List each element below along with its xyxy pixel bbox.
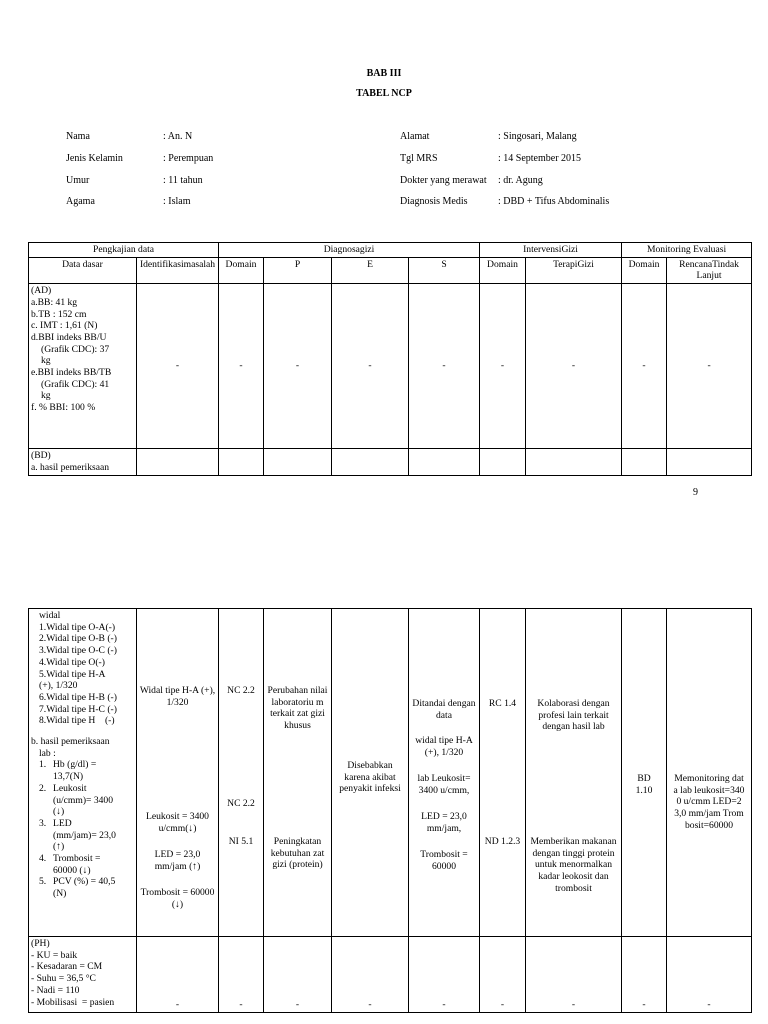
data-line: (Grafik CDC): 41	[41, 378, 110, 390]
dash-cell: -	[332, 937, 409, 1013]
dash-cell: -	[480, 937, 526, 1013]
column-header: TerapiGizi	[526, 257, 622, 283]
column-header: Domain	[622, 257, 667, 283]
empty-cell	[137, 449, 219, 475]
identity-label: Alamat	[400, 131, 430, 142]
bd-data-cell	[29, 609, 137, 937]
ncp-table-page-1	[28, 242, 752, 476]
dash-cell: -	[219, 284, 264, 449]
problem-cell	[264, 609, 332, 937]
therapy-text: Kolaborasi dengan profesi lain terkait dengan hasil lab	[537, 698, 610, 733]
identity-label: Nama	[66, 131, 90, 142]
problem-text: Perubahan nilai laboratoriu m terkait zat gizi khusus	[267, 685, 328, 732]
domain-monitoring-cell	[622, 609, 667, 937]
lab-item-number: 5.	[39, 876, 47, 888]
empty-cell	[667, 449, 752, 475]
group-header: Monitoring Evaluasi	[622, 243, 752, 258]
symptom-line: LED = 23,0 mm/jam,	[421, 811, 467, 834]
dash-cell: -	[137, 284, 219, 449]
data-line: (Grafik CDC): 37	[41, 343, 110, 355]
domain-intervention-cell	[480, 609, 526, 937]
data-line: - KU = baik	[31, 949, 78, 961]
symptom-line: widal tipe H-A (+), 1/320	[415, 735, 473, 758]
problem-text: Peningkatan kebutuhan zat gizi (protein)	[270, 836, 325, 871]
identity-value: : DBD + Tifus Abdominalis	[498, 196, 610, 207]
identity-value: : Islam	[163, 196, 191, 207]
data-line: f. % BBI: 100 %	[31, 402, 96, 414]
dash-cell: -	[332, 284, 409, 449]
identity-value: : Perempuan	[163, 153, 214, 164]
follow-up-text: Memonitoring data lab leukosit=3400 u/cmm LED=23,0 mm/jam Trombosit=60000	[673, 773, 745, 831]
lab-item	[39, 876, 134, 899]
identity-value: : 11 tahun	[163, 175, 203, 186]
ident-led: LED = 23,0 mm/jam (↑)	[154, 849, 201, 872]
data-line: e.BBI indeks BB/TB	[31, 367, 112, 379]
group-header: Diagnosagizi	[219, 243, 480, 258]
bd-data-cell	[29, 449, 137, 475]
data-line: 1.Widal tipe O-A(-)	[39, 621, 116, 633]
dash-cell: -	[667, 284, 752, 449]
data-line: c. IMT : 1,61 (N)	[31, 320, 98, 332]
symptom-line: lab Leukosit= 3400 u/cmm,	[417, 773, 471, 796]
empty-cell	[409, 449, 480, 475]
symptom-line: Trombosit = 60000	[420, 849, 468, 872]
column-header: P	[264, 257, 332, 283]
identity-label: Diagnosis Medis	[400, 196, 468, 207]
column-header: S	[409, 257, 480, 283]
ident-widal: Widal tipe H-A (+), 1/320	[139, 685, 216, 708]
dash-cell: -	[526, 937, 622, 1013]
therapy-text: Memberikan makanan dengan tinggi protein untuk menormalkan kadar leokosit dan trombosit	[530, 836, 617, 894]
page-number: 9	[693, 487, 698, 498]
domain-code: RC 1.4	[488, 698, 517, 709]
lab-item-number: 4.	[39, 853, 47, 865]
ad-data-cell	[29, 284, 137, 449]
identity-label: Umur	[66, 175, 90, 186]
domain-code: NC 2.2	[227, 798, 255, 809]
dash-cell: -	[409, 284, 480, 449]
dash-cell: -	[480, 284, 526, 449]
lab-item-text: Hb (g/dl) = 13,7(N)	[53, 759, 97, 783]
etiology-text: Disebabkan karena akibat penyakit infeksi	[339, 760, 401, 795]
empty-cell	[526, 449, 622, 475]
data-line: - Suhu = 36,5 °C	[31, 973, 96, 985]
data-line: 4.Widal tipe O(-)	[39, 656, 105, 668]
data-line: kg	[41, 390, 51, 402]
data-line: 2.Widal tipe O-B (-)	[39, 633, 117, 645]
dash-cell: -	[622, 284, 667, 449]
lab-item-text: PCV (%) = 40,5 (N)	[53, 876, 116, 900]
data-line: (AD)	[31, 285, 52, 297]
column-header: Identifikasimasalah	[137, 257, 219, 283]
lab-item-text: Leukosit (u/cmm)= 3400 (↓)	[53, 782, 114, 818]
lab-item	[39, 818, 134, 853]
data-line: a. hasil pemeriksaan	[31, 461, 110, 473]
table-row-ad	[29, 284, 752, 449]
dash-cell: -	[219, 937, 264, 1013]
data-line: b.TB : 152 cm	[31, 308, 87, 320]
domain-code: BD 1.10	[635, 773, 653, 796]
identity-label: Dokter yang merawat	[400, 175, 487, 186]
column-header: E	[332, 257, 409, 283]
data-line: kg	[41, 355, 51, 367]
data-line: (+), 1/320	[39, 680, 78, 692]
empty-cell	[332, 449, 409, 475]
identity-label: Agama	[66, 196, 95, 207]
ident-trombosit: Trombosit = 60000 (↓)	[140, 887, 215, 910]
data-line: - Mobilisasi = pasien	[31, 996, 115, 1008]
data-line: - Nadi = 110	[31, 984, 80, 996]
domain-code: NI 5.1	[228, 836, 254, 847]
identity-label: Jenis Kelamin	[66, 153, 123, 164]
dash-cell: -	[622, 937, 667, 1013]
empty-cell	[622, 449, 667, 475]
lab-item-number: 2.	[39, 782, 47, 794]
table-row-bd-continued	[29, 609, 752, 937]
chapter-heading: BAB III	[366, 68, 402, 79]
dash-cell: -	[526, 284, 622, 449]
column-header: Domain	[480, 257, 526, 283]
lab-item	[39, 783, 134, 818]
group-header: IntervensiGizi	[480, 243, 622, 258]
empty-cell	[264, 449, 332, 475]
data-line: - Kesadaran = CM	[31, 961, 103, 973]
data-line: (PH)	[31, 938, 50, 949]
dash-cell: -	[264, 284, 332, 449]
data-line: 7.Widal tipe H-C (-)	[39, 703, 117, 715]
table-row-ph	[29, 937, 752, 1013]
group-header: Pengkajian data	[29, 243, 219, 258]
ident-leukosit: Leukosit = 3400 u/cmm(↓)	[146, 811, 209, 834]
data-line: widal	[39, 610, 61, 621]
lab-item	[39, 759, 134, 782]
data-line: d.BBI indeks BB/U	[31, 331, 107, 343]
domain-code: ND 1.2.3	[484, 836, 521, 847]
follow-up-cell	[667, 609, 752, 937]
identity-label: Tgl MRS	[400, 153, 438, 164]
ph-data-cell	[29, 937, 137, 1013]
lab-item	[39, 853, 134, 876]
group-header-row	[29, 243, 752, 258]
data-line: 5.Widal tipe H-A	[39, 668, 106, 680]
table-row-bd	[29, 449, 752, 475]
identification-cell	[137, 609, 219, 937]
column-header: Data dasar	[29, 257, 137, 283]
data-line: 6.Widal tipe H-B (-)	[39, 691, 117, 703]
column-header: Domain	[219, 257, 264, 283]
identity-value: : Singosari, Malang	[498, 131, 577, 142]
symptom-cell	[409, 609, 480, 937]
column-header: RencanaTindak Lanjut	[667, 257, 752, 283]
data-line: 8.Widal tipe H (-)	[39, 715, 115, 727]
data-line: a.BB: 41 kg	[31, 296, 78, 308]
domain-diagnosis-cell	[219, 609, 264, 937]
identity-value: : An. N	[163, 131, 193, 142]
lab-item-number: 3.	[39, 817, 47, 829]
empty-cell	[219, 449, 264, 475]
domain-code: NC 2.2	[227, 685, 255, 696]
identity-value: : dr. Agung	[498, 175, 543, 186]
dash-cell: -	[667, 937, 752, 1013]
data-line: (BD)	[31, 450, 51, 462]
etiology-cell	[332, 609, 409, 937]
table-title: TABEL NCP	[356, 88, 412, 99]
empty-cell	[480, 449, 526, 475]
lab-item-number: 1.	[39, 759, 47, 771]
ncp-table-page-2	[28, 608, 752, 1013]
dash-cell: -	[409, 937, 480, 1013]
data-line: b. hasil pemeriksaan	[31, 736, 110, 748]
identity-value: : 14 September 2015	[498, 153, 582, 164]
dash-cell: -	[264, 937, 332, 1013]
data-line: lab :	[39, 747, 56, 759]
lab-item-text: Trombosit = 60000 (↓)	[53, 853, 101, 876]
column-header-row	[29, 257, 752, 283]
dash-cell: -	[137, 937, 219, 1013]
lab-item-text: LED (mm/jam)= 23,0 (↑)	[53, 817, 116, 853]
symptom-line: Ditandai dengan data	[412, 698, 476, 721]
data-line: 3.Widal tipe O-C (-)	[39, 645, 117, 657]
therapy-cell	[526, 609, 622, 937]
